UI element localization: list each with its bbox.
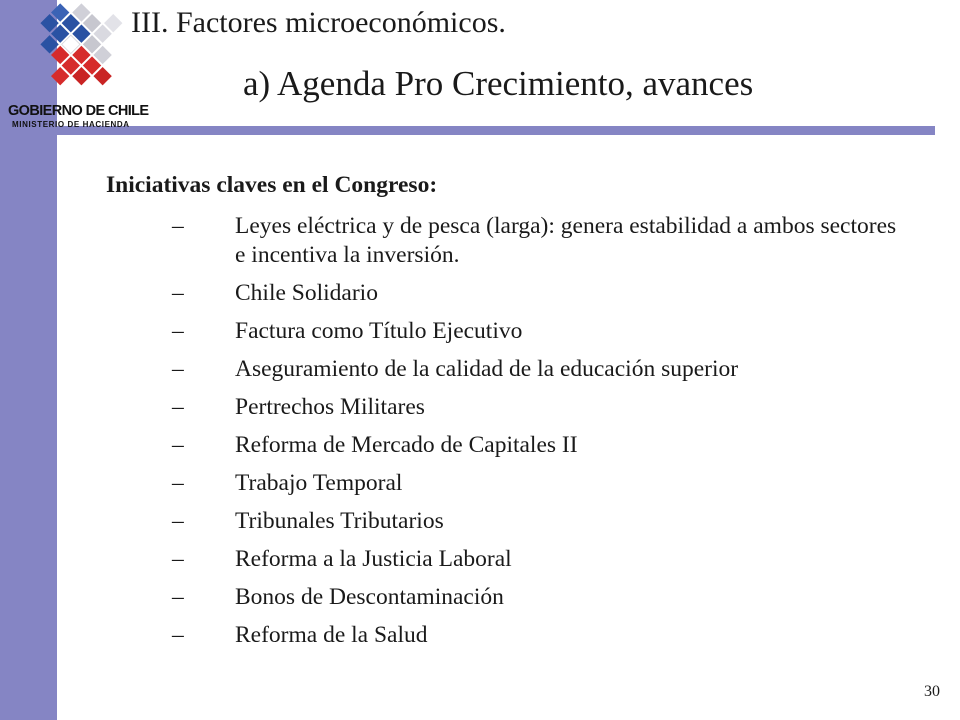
dash-bullet: – — [172, 546, 184, 572]
list-item-text: Reforma de la Salud — [235, 622, 428, 648]
list-item — [172, 431, 902, 460]
list-item-text: Pertrechos Militares — [235, 394, 425, 420]
initiatives-list — [172, 212, 902, 659]
list-item — [172, 583, 902, 612]
list-item — [172, 469, 902, 498]
list-item — [172, 545, 902, 574]
list-item-text: Reforma de Mercado de Capitales II — [235, 432, 578, 458]
list-item-text: Reforma a la Justicia Laboral — [235, 546, 512, 572]
slide-section-title: III. Factores microeconómicos. — [131, 6, 506, 39]
header-rule — [57, 126, 935, 135]
list-item-text: Aseguramiento de la calidad de la educación superior — [235, 356, 739, 382]
list-item-text: Trabajo Temporal — [235, 470, 403, 496]
slide-title: a) Agenda Pro Crecimiento, avances — [243, 64, 754, 103]
logo-subtitle: MINISTERIO DE HACIENDA — [12, 120, 130, 129]
dash-bullet: – — [172, 356, 184, 382]
chile-government-logo-icon — [30, 2, 130, 98]
list-item — [172, 621, 902, 650]
list-item-text: Chile Solidario — [235, 280, 378, 306]
list-item — [172, 317, 902, 346]
list-item — [172, 355, 902, 384]
list-item — [172, 393, 902, 422]
page-number: 30 — [924, 683, 940, 700]
intro-heading: Iniciativas claves en el Congreso: — [106, 172, 438, 198]
list-item — [172, 212, 902, 270]
dash-bullet: – — [172, 470, 184, 496]
dash-bullet: – — [172, 394, 184, 420]
logo-title: GOBIERNO DE CHILE — [8, 103, 149, 119]
list-item-text: Tribunales Tributarios — [235, 508, 444, 534]
dash-bullet: – — [172, 508, 184, 534]
dash-bullet: – — [172, 213, 184, 239]
dash-bullet: – — [172, 280, 184, 306]
list-item — [172, 507, 902, 536]
dash-bullet: – — [172, 432, 184, 458]
list-item-text: Leyes eléctrica y de pesca (larga): genera estabilidad a ambos sectores e incentiva la inversión. — [235, 213, 897, 268]
dash-bullet: – — [172, 318, 184, 344]
list-item-text: Factura como Título Ejecutivo — [235, 318, 523, 344]
dash-bullet: – — [172, 622, 184, 648]
list-item-text: Bonos de Descontaminación — [235, 584, 504, 610]
list-item — [172, 279, 902, 308]
dash-bullet: – — [172, 584, 184, 610]
